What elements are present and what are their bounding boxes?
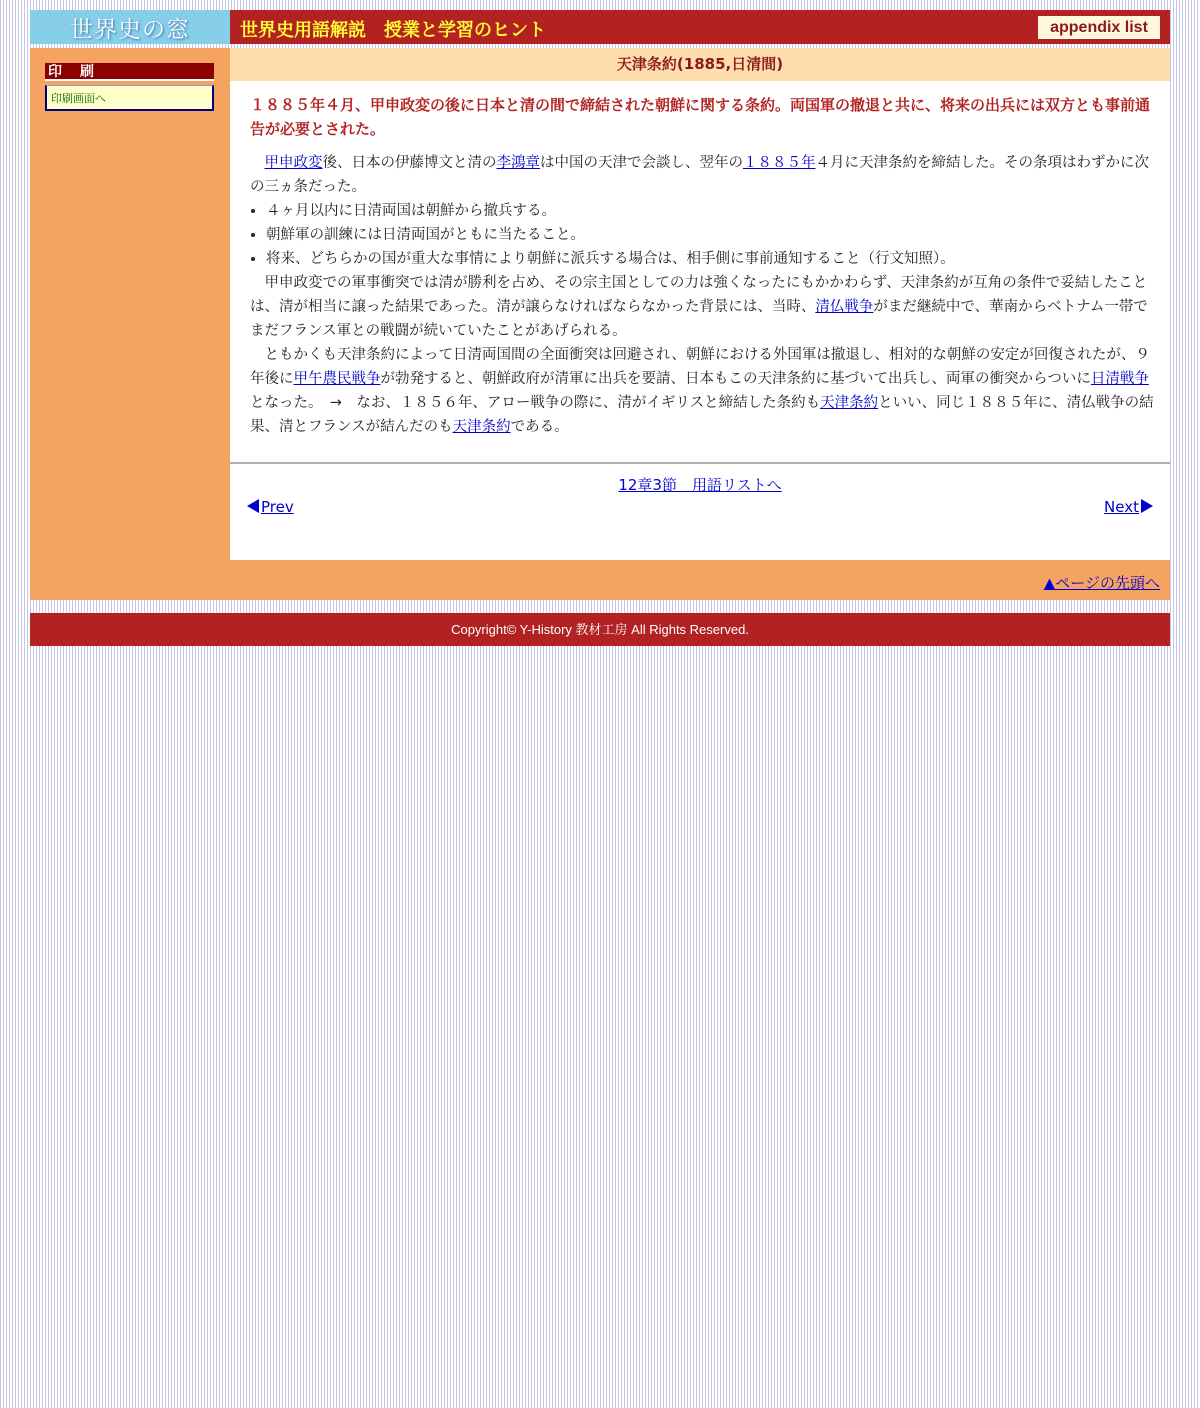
term-summary: １８８５年４月、甲申政変の後に日本と清の間で締結された朝鮮に関する条約。両国軍の撤退と共に、将来の出兵には双方とも事前通告が必要とされた。 xyxy=(250,96,1151,138)
sidebar xyxy=(30,48,230,560)
prev-label: Prev xyxy=(261,498,294,516)
text-span: となった。 → なお、１８５６年、アロー戦争の際に、清がイギリスと締結した条約も xyxy=(250,395,821,411)
text-span: といい、同じ１８８５年に、清仏戦争の結果、清とフランスが結んだのも xyxy=(250,395,1154,435)
text-span: 甲申政変での軍事衝突では清が勝利を占め、その宗主国としての力は強くなったにもかかわらず、天津条約が互角の条件で妥結したことは、清が相当に譲った結果であった。清が譲らなければならなかった背景には、当時、 xyxy=(250,275,1148,315)
link-sino-french-war[interactable]: 清仏戦争 xyxy=(815,299,874,315)
text-span: は中国の天津で会談し、翌年の xyxy=(540,155,743,171)
page-top-link[interactable]: ▲ページの先頭へ xyxy=(1043,574,1160,592)
text-span: ４月に天津条約を締結した。その条項はわずかに次の三ヵ条だった。 xyxy=(250,155,1149,195)
prev-arrow-icon xyxy=(247,499,259,513)
header xyxy=(30,10,1170,44)
link-tianjin-treaty-1885[interactable]: 天津条約 xyxy=(452,419,511,435)
title-bar xyxy=(230,10,1170,44)
site-logo[interactable] xyxy=(30,10,230,44)
appendix-list-button[interactable]: appendix list xyxy=(1038,16,1160,39)
link-tianjin-treaty-1858[interactable]: 天津条約 xyxy=(820,395,879,411)
main-content xyxy=(230,48,1170,560)
next-arrow-icon xyxy=(1141,499,1153,513)
paragraph-3 xyxy=(250,343,1162,439)
page-wrapper xyxy=(30,10,1170,646)
term-list-link[interactable]: 12章3節 用語リストへ xyxy=(618,476,782,494)
text-span: がまだ継続中で、華南からベトナム一帯でまだフランス軍との戦闘が続いていたことがあげられる。 xyxy=(250,299,1148,339)
text-span: 後、日本の伊藤博文と清の xyxy=(322,155,497,171)
text-span: が勃発すると、朝鮮政府が清軍に出兵を要請、日本もこの天津条約に基づいて出兵し、両軍の衝突からついに xyxy=(380,371,1091,387)
link-donghak-war[interactable]: 甲午農民戦争 xyxy=(293,371,381,387)
treaty-articles-list xyxy=(250,199,1162,271)
paragraph-2 xyxy=(250,271,1162,343)
text-span: ともかくも天津条約によって日清両国間の全面衝突は回避され、朝鮮における外国軍は撤退し、相対的な朝鮮の安定が回復されたが、９年後に xyxy=(250,347,1150,387)
term-list-nav xyxy=(230,474,1170,495)
page-top-bar xyxy=(30,560,1170,600)
list-item: • 朝鮮軍の訓練には日清両国がともに当たること。 xyxy=(266,223,1162,247)
paragraph-1 xyxy=(250,151,1162,199)
footer: Copyright© Y-History 教材工房 All Rights Reserved. xyxy=(30,613,1170,646)
print-heading: 印 刷 xyxy=(45,63,214,81)
list-item: • ４ヶ月以内に日清両国は朝鮮から撤兵する。 xyxy=(266,199,1162,223)
link-kosin-coup[interactable]: 甲申政変 xyxy=(264,155,323,171)
term-title: 天津条約(1885,日清間) xyxy=(230,48,1170,81)
logo-text: 世界史の窓 xyxy=(70,16,190,43)
next-label: Next xyxy=(1104,498,1139,516)
article-body xyxy=(250,151,1162,439)
site-title: 世界史用語解説 授業と学習のヒント xyxy=(240,20,546,41)
print-view-link[interactable]: 印刷画面へ xyxy=(45,85,214,111)
link-li-hongzhang[interactable]: 李鴻章 xyxy=(496,155,540,171)
text-span: である。 xyxy=(510,419,569,435)
divider xyxy=(230,462,1170,464)
prev-link[interactable] xyxy=(247,498,294,516)
link-year-1885[interactable]: １８８５年 xyxy=(743,155,816,171)
next-link[interactable] xyxy=(1104,498,1153,516)
list-item: • 将来、どちらかの国が重大な事情により朝鮮に派兵する場合は、相手側に事前通知すること（行文知照）。 xyxy=(266,247,1162,271)
link-sino-japanese-war[interactable]: 日清戦争 xyxy=(1090,371,1149,387)
